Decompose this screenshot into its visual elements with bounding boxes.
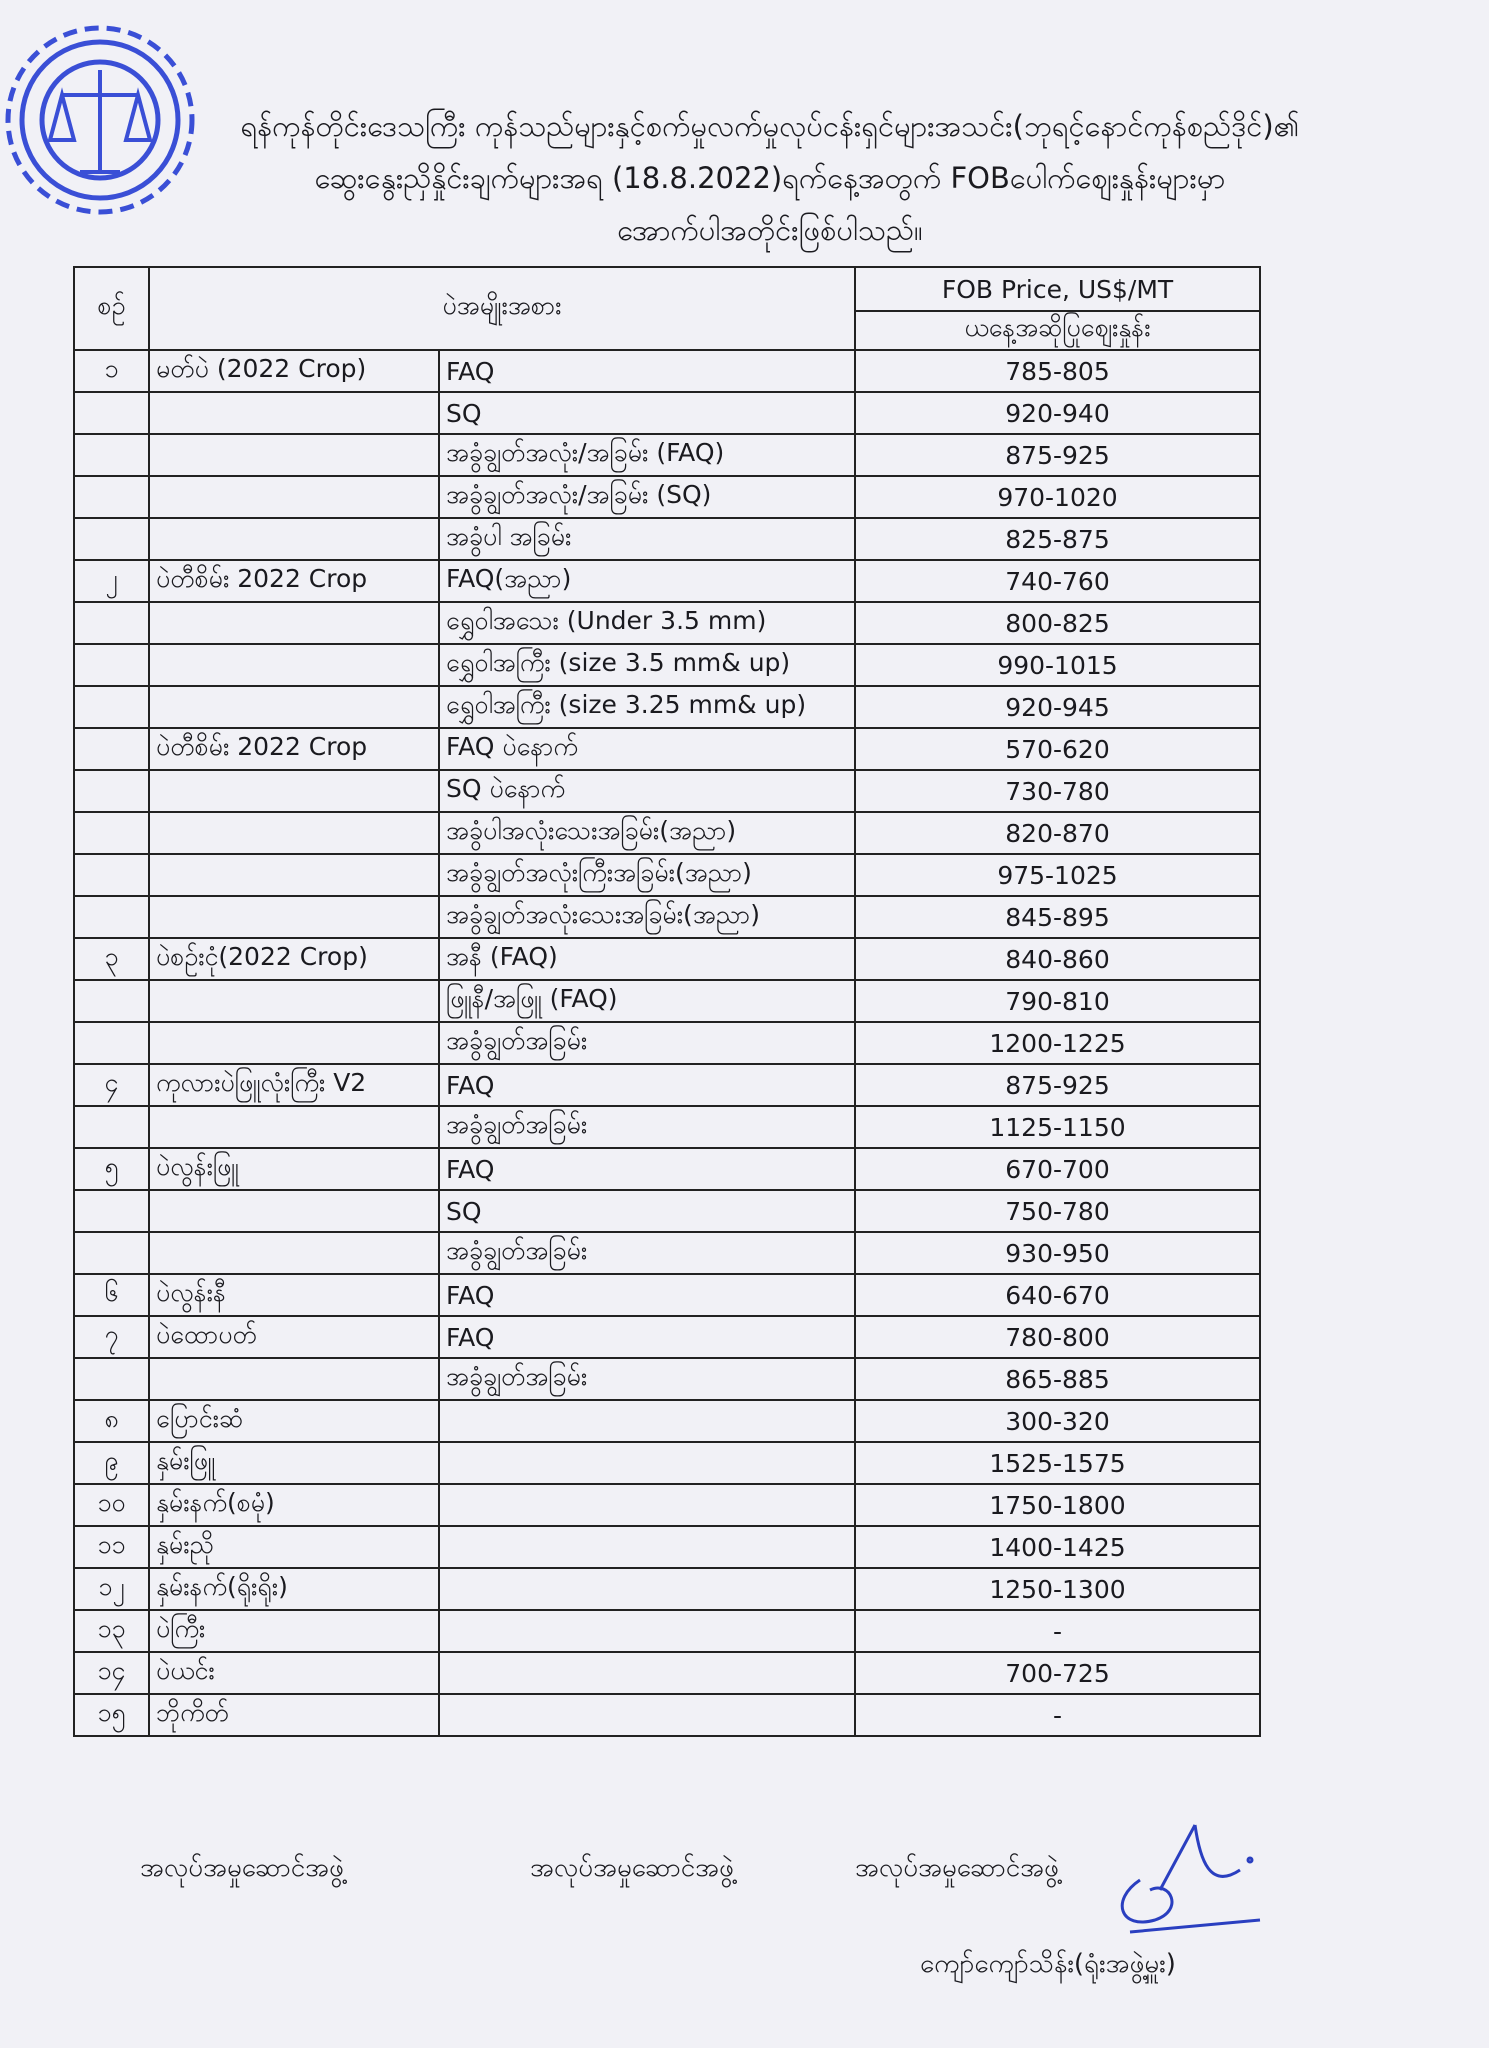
row-price: 570-620 [855,728,1260,770]
row-commodity-name [149,1022,439,1064]
row-number: ၈ [74,1400,149,1442]
price-rows [74,350,1260,1736]
row-number [74,392,149,434]
row-number [74,476,149,518]
column-header-type: ပဲအမျိုးအစား [149,267,855,350]
row-commodity-name [149,980,439,1022]
row-number: ၁၂ [74,1568,149,1610]
row-commodity-name: နှမ်းနက်(စမုံ) [149,1484,439,1526]
row-number: ၃ [74,938,149,980]
row-commodity-name: ပဲလွန်းနီ [149,1274,439,1316]
row-price: - [855,1610,1260,1652]
committee-label-3: အလုပ်အမှုဆောင်အဖွဲ့ [855,1853,1059,1883]
table-row [74,980,1260,1022]
row-grade: FAQ [439,1148,855,1190]
row-grade [439,1610,855,1652]
column-header-no: စဉ် [74,267,149,350]
row-commodity-name [149,476,439,518]
row-commodity-name: နှမ်းနက်(ရိုးရိုး) [149,1568,439,1610]
table-row [74,518,1260,560]
row-price: 750-780 [855,1190,1260,1232]
handwritten-signature [1100,1820,1280,1940]
column-header-price: FOB Price, US$/MT [855,267,1260,311]
table-row [74,350,1260,392]
row-number: ၁ [74,350,149,392]
row-price: 845-895 [855,896,1260,938]
row-commodity-name: နှမ်းညို [149,1526,439,1568]
row-number [74,434,149,476]
table-row [74,392,1260,434]
row-commodity-name [149,896,439,938]
row-number [74,812,149,854]
table-row [74,686,1260,728]
table-row [74,1022,1260,1064]
table-row [74,1190,1260,1232]
row-commodity-name: ပဲထောပတ် [149,1316,439,1358]
row-grade [439,1400,855,1442]
row-grade: FAQ(အညာ) [439,560,855,602]
row-price: 825-875 [855,518,1260,560]
table-row [74,1106,1260,1148]
row-commodity-name [149,770,439,812]
row-number [74,602,149,644]
row-number: ၁၀ [74,1484,149,1526]
row-commodity-name: ပဲယင်း [149,1652,439,1694]
document-heading [200,100,1340,256]
row-commodity-name: ကုလားပဲဖြူလုံးကြီး V2 [149,1064,439,1106]
row-number: ၁၁ [74,1526,149,1568]
table-row [74,812,1260,854]
row-price: 670-700 [855,1148,1260,1190]
row-commodity-name [149,392,439,434]
row-grade: FAQ [439,1316,855,1358]
table-row [74,938,1260,980]
row-price: 1750-1800 [855,1484,1260,1526]
committee-label-1: အလုပ်အမှုဆောင်အဖွဲ့ [140,1853,344,1883]
row-grade [439,1526,855,1568]
table-header-row [74,267,1260,311]
row-commodity-name: ပဲလွန်းဖြူ [149,1148,439,1190]
table-row [74,1316,1260,1358]
row-price: 975-1025 [855,854,1260,896]
table-row [74,602,1260,644]
row-number [74,770,149,812]
row-number [74,686,149,728]
table-row [74,728,1260,770]
row-grade: SQ ပဲနောက် [439,770,855,812]
heading-line-1: ရန်ကုန်တိုင်းဒေသကြီး ကုန်သည်များနှင့်စက်မှုလက်မှုလုပ်ငန်းရှင်များအသင်း(ဘုရင့်နောင်ကုန်စည်ဒိုင်)၏ [240,109,1300,143]
row-price: 920-940 [855,392,1260,434]
row-grade: အခွံချွတ်အလုံးသေးအခြမ်း(အညာ) [439,896,855,938]
row-grade [439,1652,855,1694]
row-number: ၉ [74,1442,149,1484]
row-price: 875-925 [855,434,1260,476]
table-row [74,1484,1260,1526]
row-grade: FAQ [439,1274,855,1316]
row-price: 785-805 [855,350,1260,392]
row-grade: အခွံချွတ်အခြမ်း [439,1358,855,1400]
table-row [74,1358,1260,1400]
committee-label-2: အလုပ်အမှုဆောင်အဖွဲ့ [530,1853,734,1883]
row-price: 930-950 [855,1232,1260,1274]
row-commodity-name [149,644,439,686]
row-commodity-name [149,1106,439,1148]
row-price: 740-760 [855,560,1260,602]
table-row [74,1148,1260,1190]
row-number [74,1106,149,1148]
row-price: 1525-1575 [855,1442,1260,1484]
row-commodity-name: မတ်ပဲ (2022 Crop) [149,350,439,392]
row-grade: အခွံချွတ်အခြမ်း [439,1106,855,1148]
row-price: 1200-1225 [855,1022,1260,1064]
row-price: 700-725 [855,1652,1260,1694]
row-grade: အခွံချွတ်အခြမ်း [439,1232,855,1274]
table-row [74,560,1260,602]
row-number [74,728,149,770]
table-row [74,1694,1260,1736]
row-grade: အခွံချွတ်အခြမ်း [439,1022,855,1064]
row-price: 875-925 [855,1064,1260,1106]
heading-line-3: အောက်ပါအတိုင်းဖြစ်ပါသည်။ [617,213,923,247]
row-grade: အခွံပါ အခြမ်း [439,518,855,560]
row-commodity-name: ပဲတီစိမ်း 2022 Crop [149,728,439,770]
row-grade: အခွံပါအလုံးသေးအခြမ်း(အညာ) [439,812,855,854]
row-number [74,980,149,1022]
row-commodity-name: ဘိုကိတ် [149,1694,439,1736]
row-commodity-name: ပဲကြီး [149,1610,439,1652]
table-row [74,1610,1260,1652]
row-grade: ဖြူနီ/အဖြူ (FAQ) [439,980,855,1022]
row-grade: FAQ [439,350,855,392]
row-commodity-name [149,602,439,644]
table-row [74,1442,1260,1484]
row-grade: ရွှေဝါအသေး (Under 3.5 mm) [439,602,855,644]
row-commodity-name [149,434,439,476]
row-commodity-name [149,854,439,896]
row-commodity-name [149,518,439,560]
row-price: 730-780 [855,770,1260,812]
row-grade: SQ [439,392,855,434]
row-price: 300-320 [855,1400,1260,1442]
row-number [74,1190,149,1232]
row-number [74,644,149,686]
row-number: ၅ [74,1148,149,1190]
row-price: 840-860 [855,938,1260,980]
row-price: 800-825 [855,602,1260,644]
row-commodity-name [149,1190,439,1232]
row-grade: အခွံချွတ်အလုံး/အခြမ်း (SQ) [439,476,855,518]
row-price: 640-670 [855,1274,1260,1316]
column-subheader-price: ယနေ့အဆိုပြုဈေးနှုန်း [855,311,1260,350]
signer-name: ကျော်ကျော်သိန်း(ရုံးအဖွဲ့မှူး) [920,1949,1176,1979]
table-row [74,854,1260,896]
row-commodity-name [149,1358,439,1400]
row-price: 865-885 [855,1358,1260,1400]
row-number: ၄ [74,1064,149,1106]
row-commodity-name [149,812,439,854]
row-grade: ရွှေဝါအကြီး (size 3.5 mm& up) [439,644,855,686]
row-grade: FAQ [439,1064,855,1106]
row-price: 1400-1425 [855,1526,1260,1568]
row-commodity-name: နှမ်းဖြူ [149,1442,439,1484]
row-grade: ရွှေဝါအကြီး (size 3.25 mm& up) [439,686,855,728]
table-row [74,644,1260,686]
table-row [74,1232,1260,1274]
row-commodity-name [149,686,439,728]
row-grade: အနီ (FAQ) [439,938,855,980]
table-row [74,1274,1260,1316]
table-row [74,1568,1260,1610]
row-commodity-name [149,1232,439,1274]
row-number [74,896,149,938]
row-number: ၁၃ [74,1610,149,1652]
row-grade [439,1442,855,1484]
table-row [74,476,1260,518]
row-price: 1250-1300 [855,1568,1260,1610]
row-number [74,1022,149,1064]
row-number: ၁၅ [74,1694,149,1736]
table-row [74,896,1260,938]
row-grade: အခွံချွတ်အလုံး/အခြမ်း (FAQ) [439,434,855,476]
row-grade [439,1568,855,1610]
row-number: ၆ [74,1274,149,1316]
row-number: ၇ [74,1316,149,1358]
row-price: 970-1020 [855,476,1260,518]
row-price: - [855,1694,1260,1736]
row-price: 990-1015 [855,644,1260,686]
row-number [74,1358,149,1400]
table-row [74,434,1260,476]
row-grade [439,1484,855,1526]
row-commodity-name: ပဲစဉ်းငုံ(2022 Crop) [149,938,439,980]
row-price: 820-870 [855,812,1260,854]
row-number [74,518,149,560]
row-commodity-name: ပြောင်းဆံ [149,1400,439,1442]
table-row [74,770,1260,812]
fob-price-table [73,266,1261,1737]
row-number [74,1232,149,1274]
row-grade: SQ [439,1190,855,1232]
row-grade [439,1694,855,1736]
heading-line-2: ဆွေးနွေးညှိနှိုင်းချက်များအရ (18.8.2022)ရက်နေ့အတွက် FOBပေါက်ဈေးနှုန်းများမှာ [314,161,1226,195]
association-seal-stamp [0,0,215,250]
row-grade: FAQ ပဲနောက် [439,728,855,770]
table-row [74,1400,1260,1442]
row-commodity-name: ပဲတီစိမ်း 2022 Crop [149,560,439,602]
table-row [74,1064,1260,1106]
row-grade: အခွံချွတ်အလုံးကြီးအခြမ်း(အညာ) [439,854,855,896]
row-number: ၁၄ [74,1652,149,1694]
table-row [74,1526,1260,1568]
table-row [74,1652,1260,1694]
row-number [74,854,149,896]
row-price: 780-800 [855,1316,1260,1358]
row-price: 920-945 [855,686,1260,728]
row-number: ၂ [74,560,149,602]
row-price: 1125-1150 [855,1106,1260,1148]
row-price: 790-810 [855,980,1260,1022]
